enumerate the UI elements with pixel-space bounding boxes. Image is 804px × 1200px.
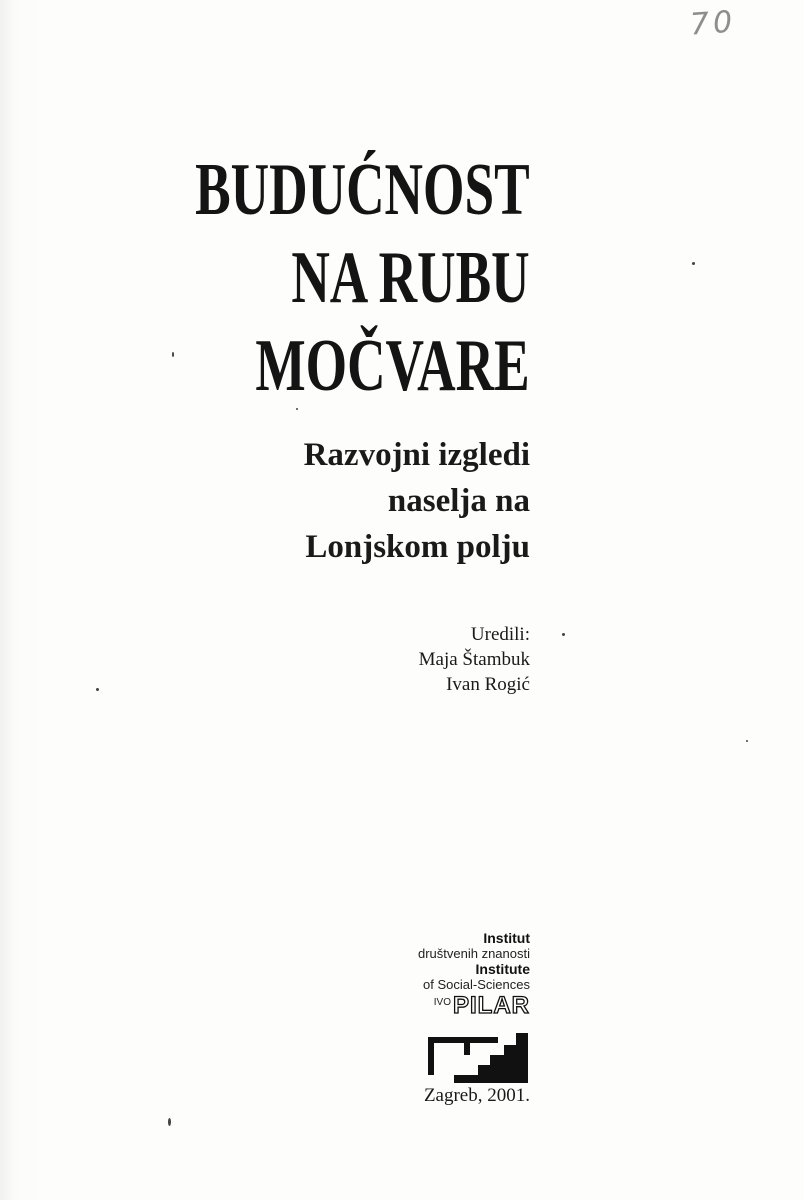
editor-name: Ivan Rogić [446, 674, 530, 695]
book-title [195, 146, 530, 410]
book-subtitle-line-3: Lonjskom polju [305, 529, 530, 565]
pilar-wordmark [330, 992, 530, 1019]
handwritten-page-number: 70 [688, 4, 738, 43]
staircase-logo-icon [424, 1031, 530, 1085]
publisher-subname-hr: društvenih znanosti [417, 946, 530, 961]
publisher-name-hr: Institut [483, 930, 530, 946]
editor-name: Maja Štambuk [418, 649, 530, 670]
place-and-year: Zagreb, 2001. [423, 1085, 530, 1106]
publisher-subname-en: of Social-Sciences [423, 977, 530, 992]
book-title-line-1: BUDUĆNOST [195, 149, 530, 231]
publisher-logo [330, 930, 530, 1085]
book-subtitle [304, 432, 530, 570]
book-subtitle-line-1: Razvojni izgledi [303, 437, 530, 473]
ivo-prefix: IVO [433, 997, 451, 1008]
pilar-outline-text: PILAR [453, 992, 530, 1019]
book-title-line-3: MOČVARE [255, 325, 531, 407]
publisher-name-en: Institute [475, 961, 530, 977]
editors-block [419, 622, 530, 697]
book-subtitle-line-2: naselja na [387, 483, 530, 519]
book-title-line-2: NA RUBU [291, 237, 530, 319]
editors-label: Uredili: [470, 624, 530, 645]
